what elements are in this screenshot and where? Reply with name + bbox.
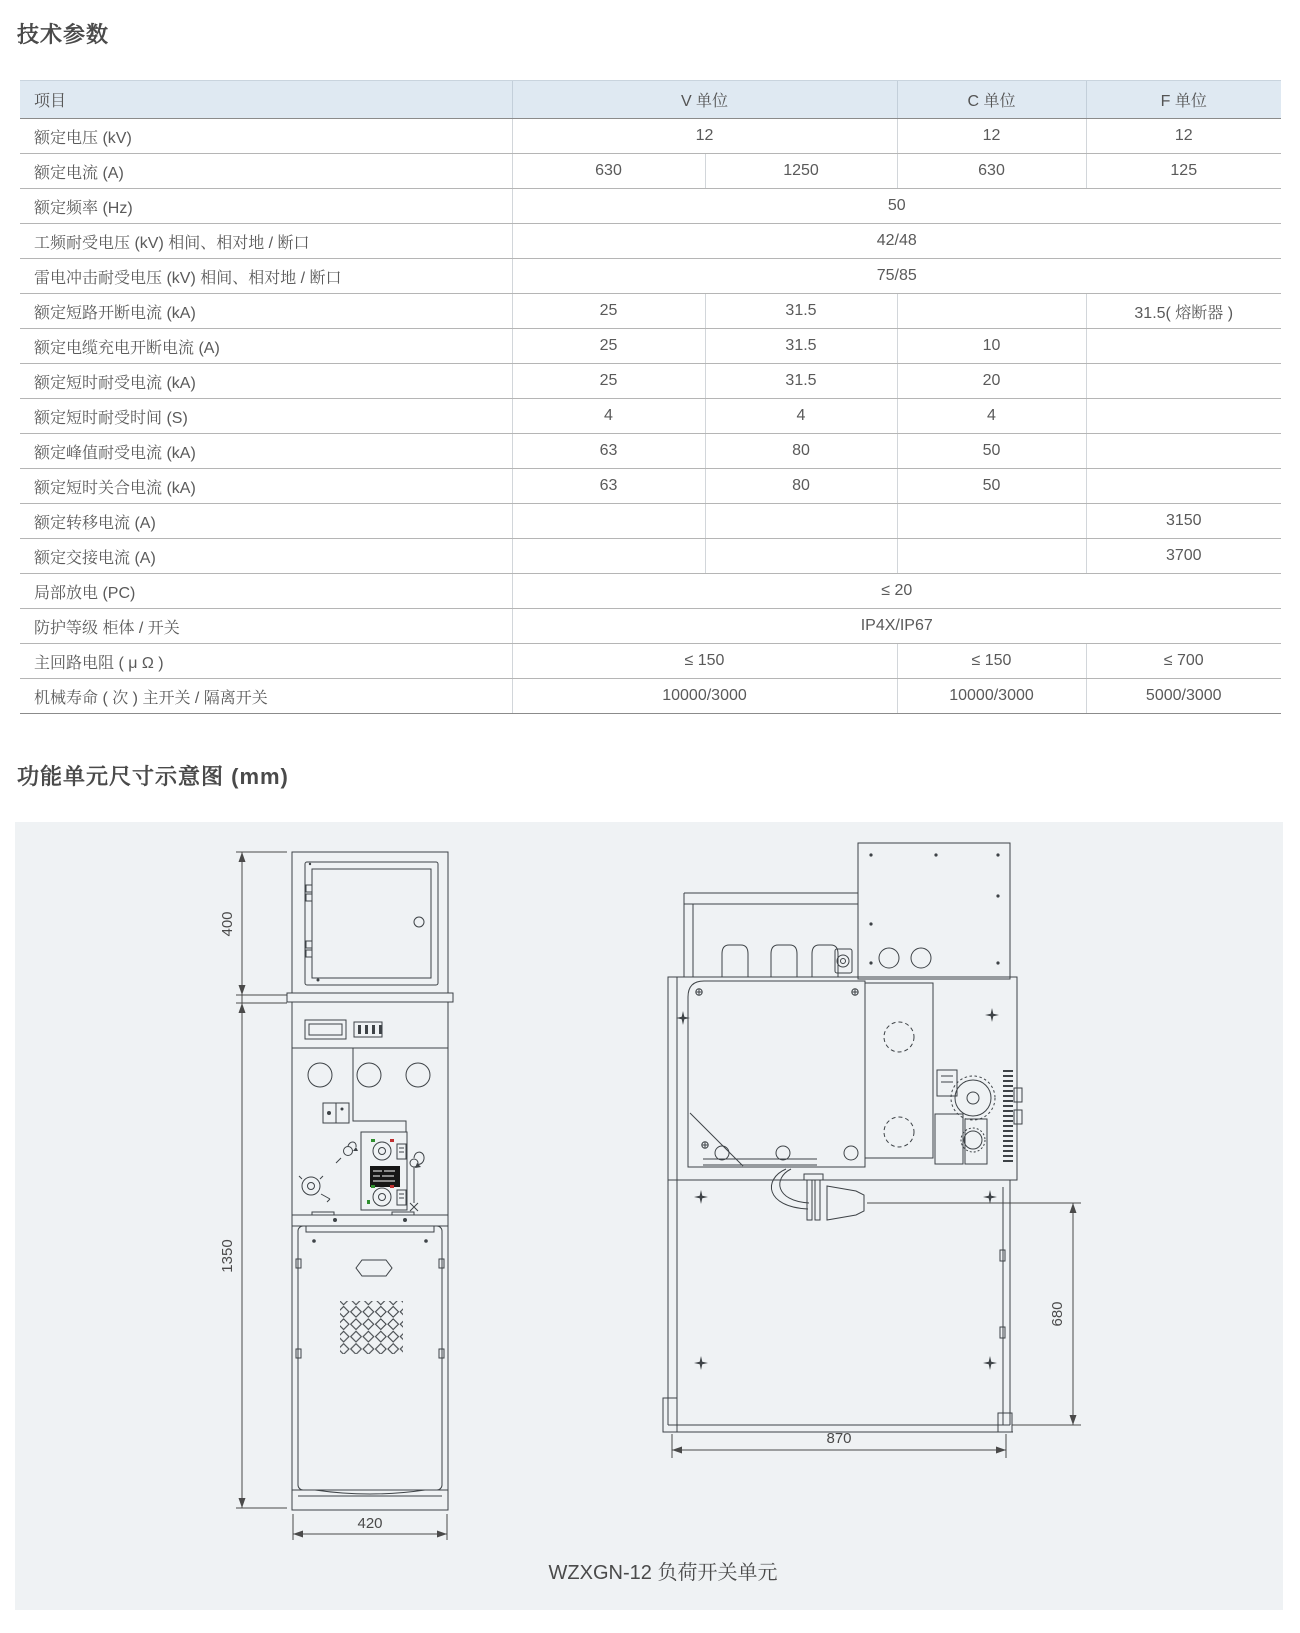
table-cell: 4 — [897, 399, 1086, 434]
table-cell: 12 — [512, 119, 897, 154]
table-row — [20, 434, 1281, 469]
dimension-diagram — [15, 822, 1283, 1610]
table-cell — [1086, 399, 1281, 434]
table-cell: 630 — [897, 154, 1086, 189]
table-cell: 10000/3000 — [897, 679, 1086, 714]
dimension-diagram-panel — [15, 822, 1283, 1610]
row-label: 额定电压 (kV) — [20, 119, 512, 154]
table-cell: 50 — [897, 434, 1086, 469]
table-cell: 10 — [897, 329, 1086, 364]
row-label: 额定短时耐受时间 (S) — [20, 399, 512, 434]
row-label: 项目 — [20, 81, 512, 119]
dim-label-680: 680 — [1049, 1301, 1066, 1327]
table-cell: 42/48 — [512, 224, 1281, 259]
row-label: 防护等级 柜体 / 开关 — [20, 609, 512, 644]
table-cell: 75/85 — [512, 259, 1281, 294]
row-label: 雷电冲击耐受电压 (kV) 相间、相对地 / 断口 — [20, 259, 512, 294]
table-cell: ≤ 150 — [897, 644, 1086, 679]
table-cell: 63 — [512, 434, 705, 469]
table-cell: V 单位 — [512, 81, 897, 119]
table-cell: 4 — [705, 399, 897, 434]
row-label: 额定频率 (Hz) — [20, 189, 512, 224]
row-label: 额定峰值耐受电流 (kA) — [20, 434, 512, 469]
row-label: 额定短时关合电流 (kA) — [20, 469, 512, 504]
table-row — [20, 364, 1281, 399]
row-label: 额定短时耐受电流 (kA) — [20, 364, 512, 399]
front-view-drawing — [287, 852, 453, 1510]
table-row — [20, 539, 1281, 574]
table-cell — [1086, 329, 1281, 364]
table-cell: 125 — [1086, 154, 1281, 189]
table-cell: ≤ 20 — [512, 574, 1281, 609]
row-label: 额定短路开断电流 (kA) — [20, 294, 512, 329]
table-row — [20, 679, 1281, 714]
side-view-dimensions — [672, 1203, 1081, 1458]
table-cell — [512, 504, 705, 539]
table-cell: 10000/3000 — [512, 679, 897, 714]
table-cell: 31.5( 熔断器 ) — [1086, 294, 1281, 329]
table-cell: 80 — [705, 469, 897, 504]
table-cell: 630 — [512, 154, 705, 189]
table-cell: 31.5 — [705, 329, 897, 364]
table-row — [20, 154, 1281, 189]
table-cell — [897, 294, 1086, 329]
dim-label-420: 420 — [357, 1515, 383, 1532]
dim-label-1350: 1350 — [219, 1239, 236, 1273]
table-row — [20, 399, 1281, 434]
table-row — [20, 294, 1281, 329]
table-row — [20, 189, 1281, 224]
table-cell: 63 — [512, 469, 705, 504]
table-cell: 12 — [1086, 119, 1281, 154]
table-cell — [705, 504, 897, 539]
table-cell — [705, 539, 897, 574]
section-title-dimension-diagram: 功能单元尺寸示意图 (mm) — [17, 764, 289, 789]
table-row — [20, 469, 1281, 504]
table-cell: 50 — [897, 469, 1086, 504]
row-label: 额定电流 (A) — [20, 154, 512, 189]
table-row — [20, 329, 1281, 364]
table-cell: 1250 — [705, 154, 897, 189]
section-title-technical-parameters: 技术参数 — [17, 22, 110, 47]
row-label: 局部放电 (PC) — [20, 574, 512, 609]
dim-label-400: 400 — [219, 911, 236, 937]
side-view-drawing — [663, 843, 1022, 1432]
table-cell — [1086, 434, 1281, 469]
table-cell: 80 — [705, 434, 897, 469]
table-cell: 31.5 — [705, 294, 897, 329]
table-cell: 4 — [512, 399, 705, 434]
table-cell: 5000/3000 — [1086, 679, 1281, 714]
table-cell — [897, 539, 1086, 574]
table-row — [20, 574, 1281, 609]
table-cell: 25 — [512, 294, 705, 329]
table-cell: IP4X/IP67 — [512, 609, 1281, 644]
diagram-caption: WZXGN-12 负荷开关单元 — [548, 1562, 778, 1584]
table-cell: 3150 — [1086, 504, 1281, 539]
front-view-dimensions — [236, 852, 447, 1540]
table-cell: 50 — [512, 189, 1281, 224]
row-label: 额定交接电流 (A) — [20, 539, 512, 574]
table-row — [20, 644, 1281, 679]
row-label: 额定转移电流 (A) — [20, 504, 512, 539]
table-cell: F 单位 — [1086, 81, 1281, 119]
table-row — [20, 504, 1281, 539]
table-cell: ≤ 700 — [1086, 644, 1281, 679]
table-cell — [512, 539, 705, 574]
table-row — [20, 224, 1281, 259]
row-label: 主回路电阻 ( μ Ω ) — [20, 644, 512, 679]
row-label: 工频耐受电压 (kV) 相间、相对地 / 断口 — [20, 224, 512, 259]
table-header-row — [20, 81, 1281, 119]
row-label: 机械寿命 ( 次 ) 主开关 / 隔离开关 — [20, 679, 512, 714]
dim-label-870: 870 — [826, 1430, 852, 1447]
table-cell — [1086, 469, 1281, 504]
table-cell: 31.5 — [705, 364, 897, 399]
table-row — [20, 609, 1281, 644]
table-cell: 25 — [512, 364, 705, 399]
table-cell: 20 — [897, 364, 1086, 399]
table-cell — [1086, 364, 1281, 399]
spec-table — [20, 80, 1281, 714]
table-cell — [897, 504, 1086, 539]
table-cell: ≤ 150 — [512, 644, 897, 679]
table-cell: C 单位 — [897, 81, 1086, 119]
table-cell: 3700 — [1086, 539, 1281, 574]
row-label: 额定电缆充电开断电流 (A) — [20, 329, 512, 364]
table-row — [20, 119, 1281, 154]
table-cell: 12 — [897, 119, 1086, 154]
table-row — [20, 259, 1281, 294]
table-cell: 25 — [512, 329, 705, 364]
